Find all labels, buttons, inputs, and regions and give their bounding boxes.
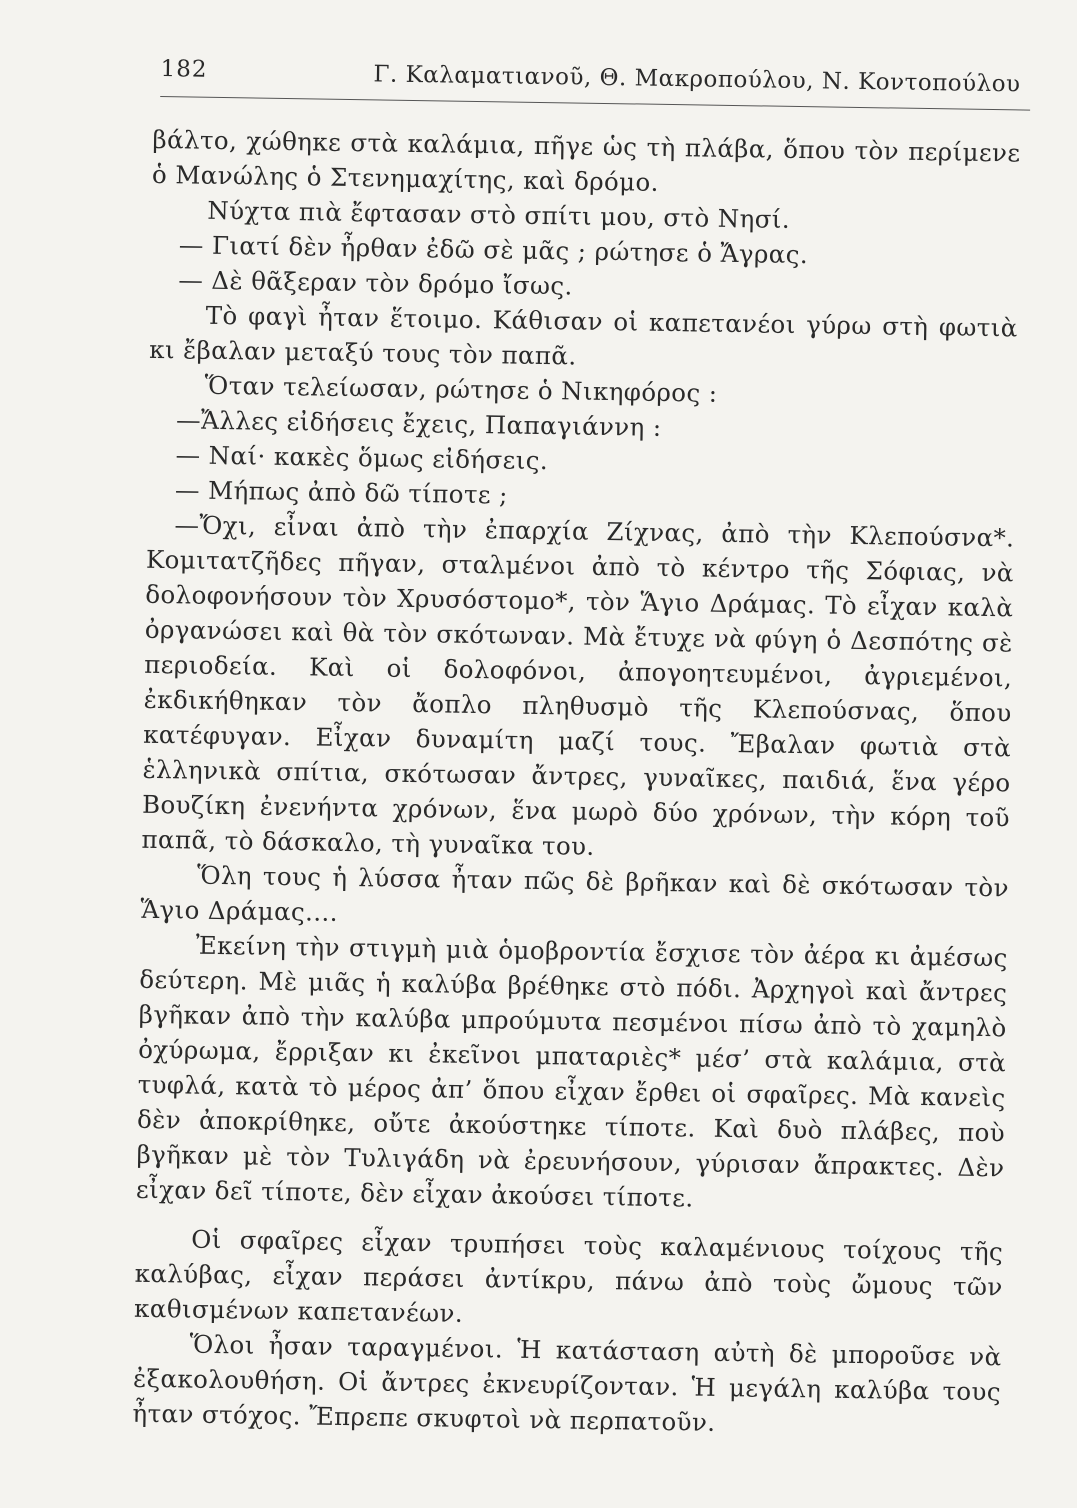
page-number: 182	[160, 55, 208, 83]
dialogue-line: — Μήπως ἀπὸ δῶ τίποτε ;	[174, 475, 509, 510]
paragraph: Ὅλοι ἦσαν ταραγμένοι. Ἡ κατάσταση αὐτὴ δὲ μποροῦσε νὰ ἐξακολουθήση. Οἱ ἄντρες ἐκνευρίζονταν. Ἡ μεγάλη καλύβα τους ἦταν στόχος. Ἔπρεπε σκυφτοὶ νὰ περπατοῦν.	[132, 1329, 1002, 1437]
dialogue-line: —Ὄχι, εἶναι ἀπὸ τὴν ἐπαρχία Ζίχνας, ἀπὸ τὴν Κλεπούσνα*. Κομιτατζῆδες πῆγαν, σταλμένοι ἀπὸ τὸ κέντρο τῆς Σόφιας, νὰ δολοφονήσουν τὸν Χρυσόστομο*, τὸν Ἅγιο Δράμας. Τὸ εἶχαν καλὰ ὀργανώσει καὶ θὰ τὸν σκότωναν. Μὰ ἔτυχε νὰ φύγη ὁ Δεσπότης σὲ περιοδεία. Καὶ οἱ δολοφόνοι, ἀπογοητευμένοι, ἀγριεμένοι, ἐκδικήθηκαν τὸν ἄοπλο πληθυσμὸ τῆς Κλεπούσνας, ὅπου κατέφυγαν. Εἶχαν δυναμίτη μαζί τους. Ἔβαλαν φωτιὰ στὰ ἑλληνικὰ σπίτια, σκότωσαν ἄντρες, γυναῖκες, παιδιά, ἕνα γέρο Βουζίκη ἐνενήντα χρόνων, ἕνα μωρὸ δύο χρόνων, τὴν κόρη τοῦ παπᾶ, τὸ δάσκαλο, τὴ γυναῖκα του.	[141, 510, 1015, 861]
paragraph: Νύχτα πιὰ ἔφτασαν στὸ σπίτι μου, στὸ Νησί.	[207, 195, 791, 234]
page-header	[160, 56, 1031, 111]
dialogue-line: — Ναί· κακὲς ὅμως εἰδήσεις.	[175, 440, 549, 476]
body-text	[132, 122, 1020, 1444]
paragraph: βάλτο, χώθηκε στὰ καλάμια, πῆγε ὡς τὴ πλάβα, ὅπου τὸν περίμενε ὁ Μανώλης ὁ Στενημαχίτης, καὶ δρόμο.	[151, 124, 1021, 197]
dialogue-line: — Δὲ θᾶξεραν τὸν δρόμο ἴσως.	[178, 265, 573, 301]
paragraph: Τὸ φαγὶ ἦταν ἕτοιμο. Κάθισαν οἱ καπετανέοι γύρω στὴ φωτιὰ κι ἔβαλαν μεταξύ τους τὸν παπᾶ.	[149, 300, 1018, 371]
dialogue-line: —Ἄλλες εἰδήσεις ἔχεις, Παπαγιάννη :	[175, 405, 662, 442]
paragraph: Οἱ σφαῖρες εἶχαν τρυπήσει τοὺς καλαμένιους τοίχους τῆς καλύβας, εἶχαν περάσει ἀντίκρυ, πάνω ἀπὸ τοὺς ὤμους τῶν καθισμένων καπετανέων.	[133, 1224, 1004, 1328]
paragraph: Ὅταν τελείωσαν, ρώτησε ὁ Νικηφόρος :	[204, 370, 718, 408]
paragraph: Ἐκείνη τὴν στιγμὴ μιὰ ὁμοβροντία ἔσχισε τὸν ἀέρα κι ἀμέσως δεύτερη. Μὲ μιᾶς ἡ καλύβα βρέθηκε στὸ πόδι. Ἀρχηγοὶ καὶ ἄντρες βγῆκαν ἀπὸ τὴν καλύβα μπρούμυτα πεσμένοι πίσω ἀπὸ τὸ χαμηλὸ ὀχύρωμα, ἔρριξαν κι ἐκεῖνοι μπαταριὲς* μέσ’ στὰ καλάμια, στὰ τυφλά, κατὰ τὸ μέρος ἀπ’ ὅπου εἶχαν ἔρθει οἱ σφαῖρες. Μὰ κανεὶς δὲν ἀποκρίθηκε, οὔτε ἀκούστηκε τίποτε. Καὶ δυὸ πλάβες, ποὺ βγῆκαν μὲ τὸν Τυλιγάδη νὰ ἐρευνήσουν, γύρισαν ἄπρακτες. Δὲν εἶχαν δεῖ τίποτε, δὲν εἶχαν ἀκούσει τίποτε.	[135, 930, 1009, 1213]
dialogue-line: — Γιατί δὲν ἦρθαν ἐδῶ σὲ μᾶς ; ρώτησε ὁ Ἄγρας.	[178, 230, 809, 270]
running-head-authors: Γ. Καλαματιανοῦ, Θ. Μακροπούλου, Ν. Κοντοπούλου	[373, 61, 1021, 98]
paragraph: Ὅλη τους ἡ λύσσα ἦταν πῶς δὲ βρῆκαν καὶ δὲ σκότωσαν τὸν Ἅγιο Δράμας....	[140, 860, 1010, 927]
